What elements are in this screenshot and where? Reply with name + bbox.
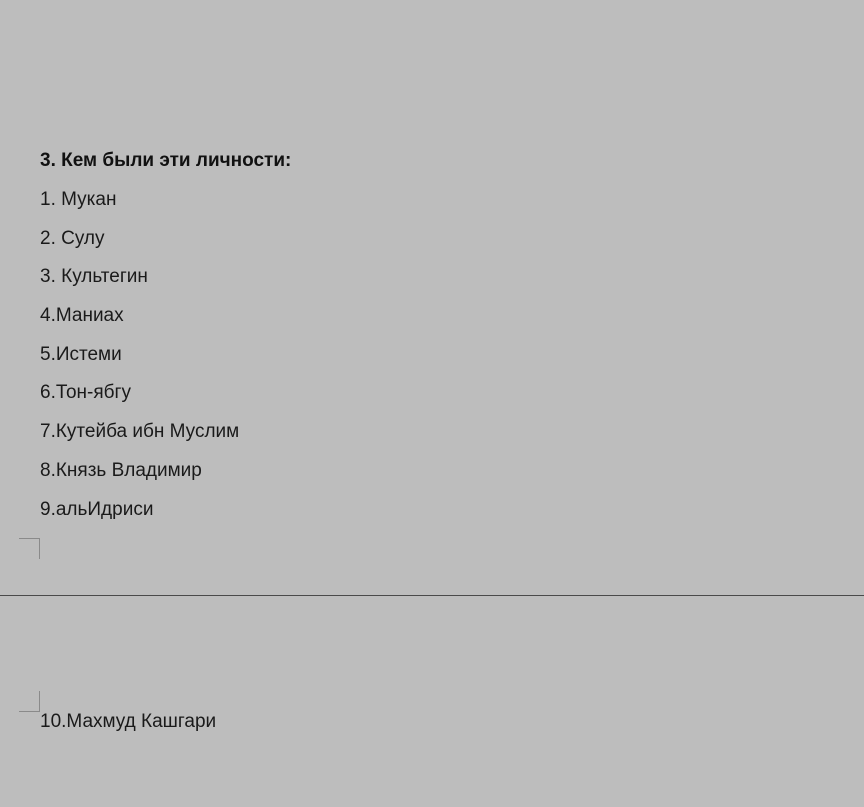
list-item[interactable]: 10.Махмуд Кашгари (40, 711, 217, 732)
list-item[interactable]: 6.Тон-ябгу (40, 382, 131, 404)
question-heading[interactable]: 3. Кем были эти личности: (40, 150, 292, 171)
list-item[interactable]: 7.Кутейба ибн Муслим (40, 421, 240, 443)
list-item[interactable]: 8.Князь Владимир (40, 459, 202, 481)
list-item[interactable]: 3. Культегин (40, 266, 148, 288)
page-margin-mark-bottom (19, 538, 40, 559)
personalities-list (40, 189, 239, 537)
page-margin-mark-top (19, 691, 40, 712)
list-item[interactable]: 5.Истеми (40, 343, 122, 365)
list-item[interactable]: 9.альИдриси (40, 498, 154, 520)
document-page-2 (0, 596, 864, 807)
list-item[interactable]: 4.Маниах (40, 305, 124, 327)
list-item[interactable]: 1. Мукан (40, 189, 117, 210)
list-item[interactable]: 2. Сулу (40, 227, 105, 249)
